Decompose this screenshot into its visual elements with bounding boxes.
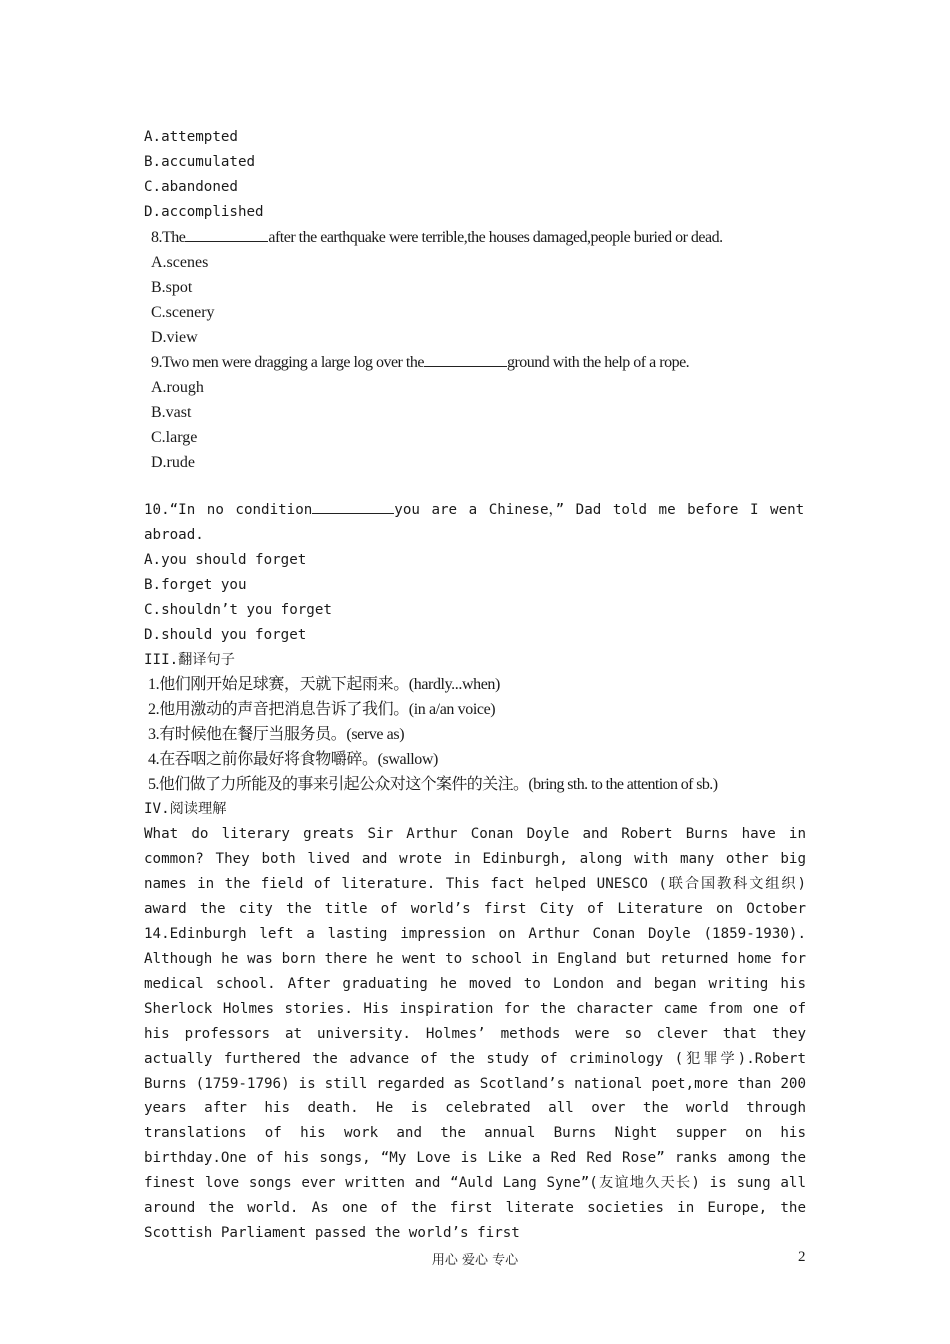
section-3-heading: III.翻译句子 bbox=[144, 652, 235, 668]
q8-answer-blank bbox=[185, 228, 268, 242]
q9-option-d: D.rude bbox=[151, 454, 195, 471]
translation-item-3: 3.有时候他在餐厅当服务员。(serve as) bbox=[148, 726, 405, 743]
q8-option-c: C.scenery bbox=[151, 304, 215, 321]
q10-option-d: D.should you forget bbox=[144, 627, 307, 643]
q9-stem-start: 9.Two men were dragging a large log over the bbox=[151, 354, 424, 371]
translation-item-4: 4.在吞咽之前你最好将食物嚼碎。(swallow) bbox=[148, 751, 438, 768]
q9-stem bbox=[151, 353, 689, 373]
q8-option-b: B.spot bbox=[151, 279, 193, 296]
q8-stem-start: 8.The bbox=[151, 229, 186, 246]
q10-stem-continued: abroad. bbox=[144, 527, 204, 543]
q9-option-a: A.rough bbox=[151, 379, 204, 396]
footer-motto: 用心 爱心 专心 bbox=[431, 1253, 519, 1268]
q9-stem-end: ground with the help of a rope. bbox=[506, 354, 690, 371]
reading-passage: What do literary greats Sir Arthur Conan Doyle and Robert Burns have in common? They both lived and wrote in Edinburgh, along with many other big names in the field of literature. This fact helped UNESCO (联合国教科文组织) award the city the title of world’s first City of Literature on October 14.Edinburgh left a lasting impression on Arthur Conan Doyle (1859-1930). Although he was born there he went to school in England but returned home for medical school. After graduating he moved to London and began writing his Sherlock Holmes stories. His inspiration for the character came from one of his professors at university. Holmes’ methods were so clever that they actually furthered the advance of the study of criminology (犯罪学).Robert Burns (1759-1796) is still regarded as Scotland’s national poet,more than 200 years after his death. He is celebrated all over the world through translations of his work and the annual Burns Night supper on his birthday.One of his songs, “My Love is Like a Red Red Rose” ranks among the finest love songs ever written and “Auld Lang Syne”(友谊地久天长) is sung all around the world. As one of the first literate societies in Europe, the Scottish Parliament passed the world’s first bbox=[144, 826, 806, 1242]
page-number: 2 bbox=[798, 1249, 806, 1265]
q8-stem bbox=[151, 228, 723, 248]
q7-option-c: C.abandoned bbox=[144, 179, 238, 195]
translation-item-1: 1.他们刚开始足球赛，天就下起雨来。(hardly...when) bbox=[148, 676, 500, 693]
q10-stem-start: 10.“In no condition bbox=[144, 502, 313, 518]
q10-option-c: C.shouldn’t you forget bbox=[144, 602, 332, 618]
q8-stem-end: after the earthquake were terrible,the houses damaged,people buried or dead. bbox=[268, 229, 723, 246]
q9-option-b: B.vast bbox=[151, 404, 192, 421]
translation-item-2: 2.他用激动的声音把消息告诉了我们。(in a/an voice) bbox=[148, 701, 496, 718]
q7-option-a: A.attempted bbox=[144, 129, 238, 145]
q9-answer-blank bbox=[424, 353, 507, 367]
q9-option-c: C.large bbox=[151, 429, 198, 446]
q8-option-a: A.scenes bbox=[151, 254, 209, 271]
q8-option-d: D.view bbox=[151, 329, 198, 346]
q10-stem bbox=[144, 500, 806, 520]
q10-option-b: B.forget you bbox=[144, 577, 247, 593]
q10-stem-end: you are a Chinese，” Dad told me before I went bbox=[394, 502, 805, 518]
translation-item-5: 5.他们做了力所能及的事来引起公众对这个案件的关注。(bring sth. to the attention of sb.) bbox=[148, 776, 718, 793]
section-4-heading: IV.阅读理解 bbox=[144, 801, 227, 817]
q7-option-d: D.accomplished bbox=[144, 204, 264, 220]
q7-option-b: B.accumulated bbox=[144, 154, 256, 170]
q10-answer-blank bbox=[312, 500, 394, 514]
q10-option-a: A.you should forget bbox=[144, 552, 307, 568]
